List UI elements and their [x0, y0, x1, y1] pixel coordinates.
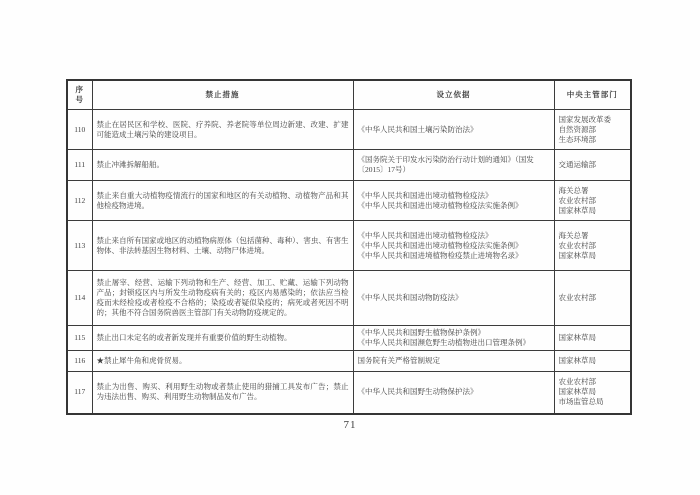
legal-basis-cell: 《中华人民共和国进出境动植物检疫法》 《中华人民共和国进出境动植物检疫法实施条例》 《中华人民共和国进境植物检疫禁止进境物名录》 — [353, 221, 554, 271]
central-authority-cell: 海关总署 农业农村部 国家林草局 — [554, 221, 631, 271]
serial-number-cell: 117 — [67, 372, 92, 414]
page-number: 71 — [343, 419, 357, 431]
table-row — [67, 351, 631, 372]
serial-number-cell: 112 — [67, 181, 92, 221]
serial-number-cell: 114 — [67, 271, 92, 326]
serial-number-cell: 110 — [67, 110, 92, 150]
table-row — [67, 221, 631, 271]
prohibited-measure-cell: 禁止来自所有国家或地区的动植物病原体（包括菌种、毒种）、害虫、有害生物体、非法转基因生物材料、土壤、动物尸体进境。 — [92, 221, 353, 271]
table-row — [67, 271, 631, 326]
serial-number-cell: 113 — [67, 221, 92, 271]
legal-basis-cell: 《中华人民共和国野生动物保护法》 — [353, 372, 554, 414]
serial-number-cell: 115 — [67, 326, 92, 351]
header-prohibited-measure: 禁止措施 — [92, 80, 353, 110]
legal-basis-cell: 国务院有关严格管制规定 — [353, 351, 554, 372]
prohibited-measure-cell: 禁止冲滩拆解船舶。 — [92, 150, 353, 181]
central-authority-cell: 国家发展改革委 自然资源部 生态环境部 — [554, 110, 631, 150]
table-body — [67, 110, 631, 414]
central-authority-cell: 海关总署 农业农村部 国家林草局 — [554, 181, 631, 221]
table-header-row — [67, 80, 631, 110]
central-authority-cell: 交通运输部 — [554, 150, 631, 181]
legal-basis-cell: 《中华人民共和国野生植物保护条例》 《中华人民共和国濒危野生动植物进出口管理条例》 — [353, 326, 554, 351]
prohibited-measure-cell: ★禁止犀牛角和虎骨贸易。 — [92, 351, 353, 372]
table-row — [67, 150, 631, 181]
header-serial-number: 序号 — [67, 80, 92, 110]
table-row — [67, 110, 631, 150]
table-row — [67, 326, 631, 351]
prohibited-measure-cell: 禁止为出售、购买、利用野生动物或者禁止使用的猎捕工具发布广告；禁止为违法出售、购买、利用野生动物制品发布广告。 — [92, 372, 353, 414]
table-row — [67, 372, 631, 414]
central-authority-cell: 农业农村部 — [554, 271, 631, 326]
serial-number-cell: 111 — [67, 150, 92, 181]
serial-number-cell: 116 — [67, 351, 92, 372]
legal-basis-cell: 《中华人民共和国进出境动植物检疫法》 《中华人民共和国进出境动植物检疫法实施条例》 — [353, 181, 554, 221]
prohibition-table — [66, 79, 632, 415]
central-authority-cell: 农业农村部 国家林草局 市场监管总局 — [554, 372, 631, 414]
legal-basis-cell: 《中华人民共和国土壤污染防治法》 — [353, 110, 554, 150]
prohibited-measure-cell: 禁止出口未定名的或者新发现并有重要价值的野生动植物。 — [92, 326, 353, 351]
central-authority-cell: 国家林草局 — [554, 351, 631, 372]
prohibited-measure-cell: 禁止来自重大动植物疫情流行的国家和地区的有关动植物、动植物产品和其他检疫物进境。 — [92, 181, 353, 221]
legal-basis-cell: 《国务院关于印发水污染防治行动计划的通知》（国发〔2015〕17号） — [353, 150, 554, 181]
header-central-authority: 中央主管部门 — [554, 80, 631, 110]
legal-basis-cell: 《中华人民共和国动物防疫法》 — [353, 271, 554, 326]
prohibited-measure-cell: 禁止屠宰、经营、运输下列动物和生产、经营、加工、贮藏、运输下列动物产品；封锁疫区内与所发生动物疫病有关的；疫区内易感染的；依法应当检疫而未经检疫或者检疫不合格的；染疫或者疑似染疫的；病死或者死因不明的；其他不符合国务院兽医主管部门有关动物防疫规定的。 — [92, 271, 353, 326]
prohibited-measure-cell: 禁止在居民区和学校、医院、疗养院、养老院等单位周边新建、改建、扩建可能造成土壤污染的建设项目。 — [92, 110, 353, 150]
header-legal-basis: 设立依据 — [353, 80, 554, 110]
table-row — [67, 181, 631, 221]
central-authority-cell: 国家林草局 — [554, 326, 631, 351]
